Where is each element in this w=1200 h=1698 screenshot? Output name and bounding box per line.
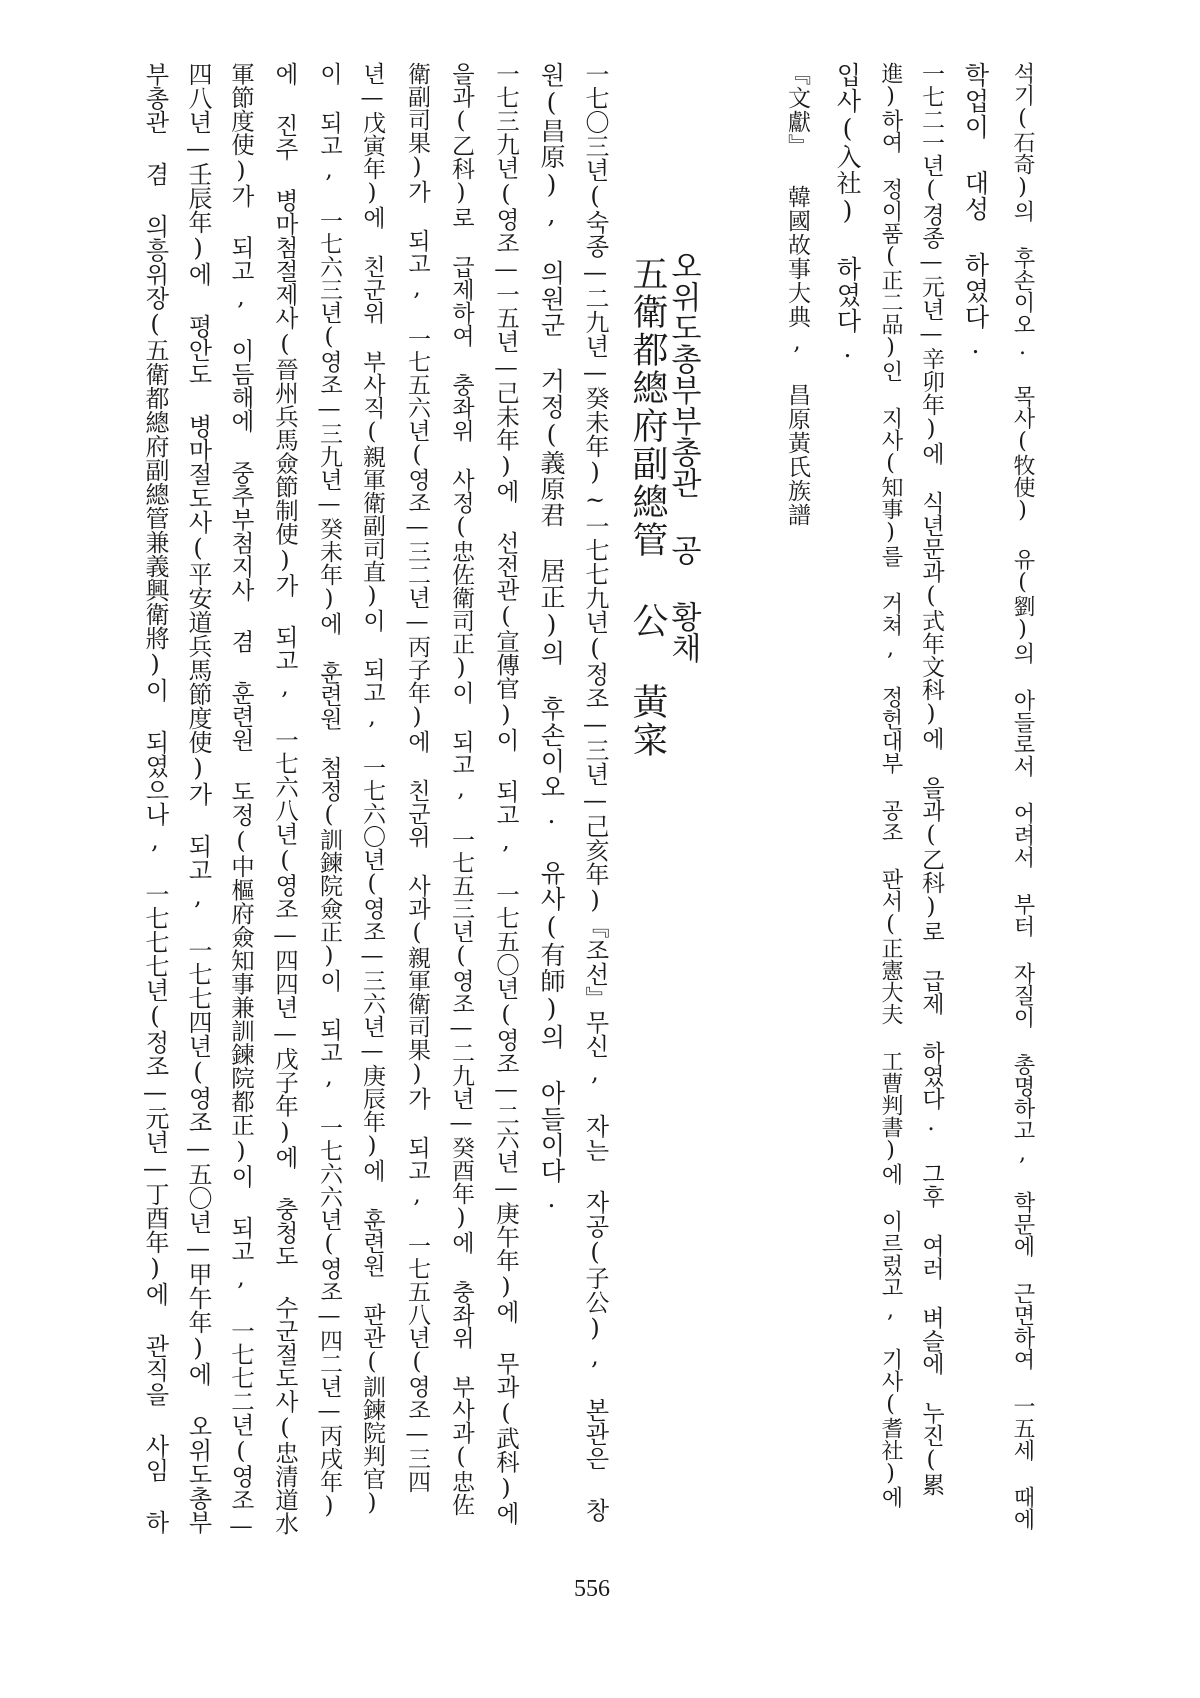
body-line: 一七〇三년(숙종—二九년—癸未年)~一七七九년(정조—三년—己亥年)『조선』무신, 자는 자공(子公), 본관은 창 [581,62,609,1522]
entry-heading [665,250,701,663]
entry-heading-hanja [627,255,667,759]
body-line: 에 진주 병마첨절제사(晉州兵馬僉節制使)가 되고, 一七六八년(영조—四四년—戊子年)에 충청도 수군절도사(忠清道水 [271,62,299,1535]
body-line: 一七三九년(영조—一五년—己未年)에 선전관(宣傳官)이 되고, 一七五〇년(영조—二六년—庚午年)에 무과(武科)에 [492,62,520,1525]
body-line: 부총관 겸 의흥위장(五衛都總府副總管兼義興衛將)이 되였으나, 一七七七년(정조—元년—丁酉年)에 관직을 사임 하 [141,62,169,1534]
heading-hangul: 오위도총부부총관 공 황채 [665,250,701,663]
body-line: 四八년—壬辰年)에 평안도 병마절도사(平安道兵馬節度使)가 되고, 一七七四년(영조—五〇년—甲午年)에 오위도총부 [184,62,212,1534]
heading-hanja: 五衛都總府副總管 公 黃寀 [627,255,668,759]
body-line: 衛副司果)가 되고, 一七五六년(영조—三二년—丙子年)에 친군위 사과(親軍衛司果)가 되고, 一七五八년(영조—三四 [404,62,430,1493]
text-line: 학업이 대성 하였다. [961,62,990,360]
text-line: 一七二一년(경종—元년—辛卯年)에 식년문과(式年文科)에 을과(乙科)로 급제 하였다. 그후 여러 벼슬에 누진(累 [918,62,944,1496]
page-number: 556 [574,1576,610,1602]
body-line: 을과(乙科)로 급제하여 충좌위 사정(忠佐衛司正)이 되고, 一七五三년(영조—二九년—癸酉年)에 충좌위 부사과(忠佐 [448,62,474,1516]
body-line: 이 되고, 一七六三년(영조—三九년—癸未年)에 훈련원 첨정(訓鍊院僉正)이 되고, 一七六六년(영조—四二년—丙戌年) [316,62,342,1519]
body-line: 원(昌原), 의원군 거정(義原君 居正)의 후손이오. 유사(有師)의 아들이다. [537,62,566,1214]
text-line: 進)하여 정이품(正二品)인 지사(知事)를 거쳐, 정헌대부 공조 판서(正憲大夫 工曹判書)에 이르렀고, 기사(耆社)에 [878,62,903,1508]
text-line: 석기(石奇)의 후손이오. 목사(牧使) 유(劉)의 아들로서 어려서 부터 자질이 총명하고, 학문에 근면하여 一五세 때에 [1010,62,1035,1530]
source-citation: 『文獻』 韓國故事大典, 昌原黃氏族譜 [784,62,810,527]
text-line: 입사(入社) 하였다. [833,62,862,364]
body-line: 년—戊寅年)에 친군위 부사직(親軍衛副司直)이 되고, 一七六〇년(영조—三六년—庚辰年)에 훈련원 판관(訓鍊院判官) [359,62,385,1516]
body-line: 軍節度使)가 되고, 이듬해에 중추부첨지사 겸 훈련원 도정(中樞府僉知事兼訓鍊院都正)이 되고, 一七七二년(영조— [227,62,255,1540]
